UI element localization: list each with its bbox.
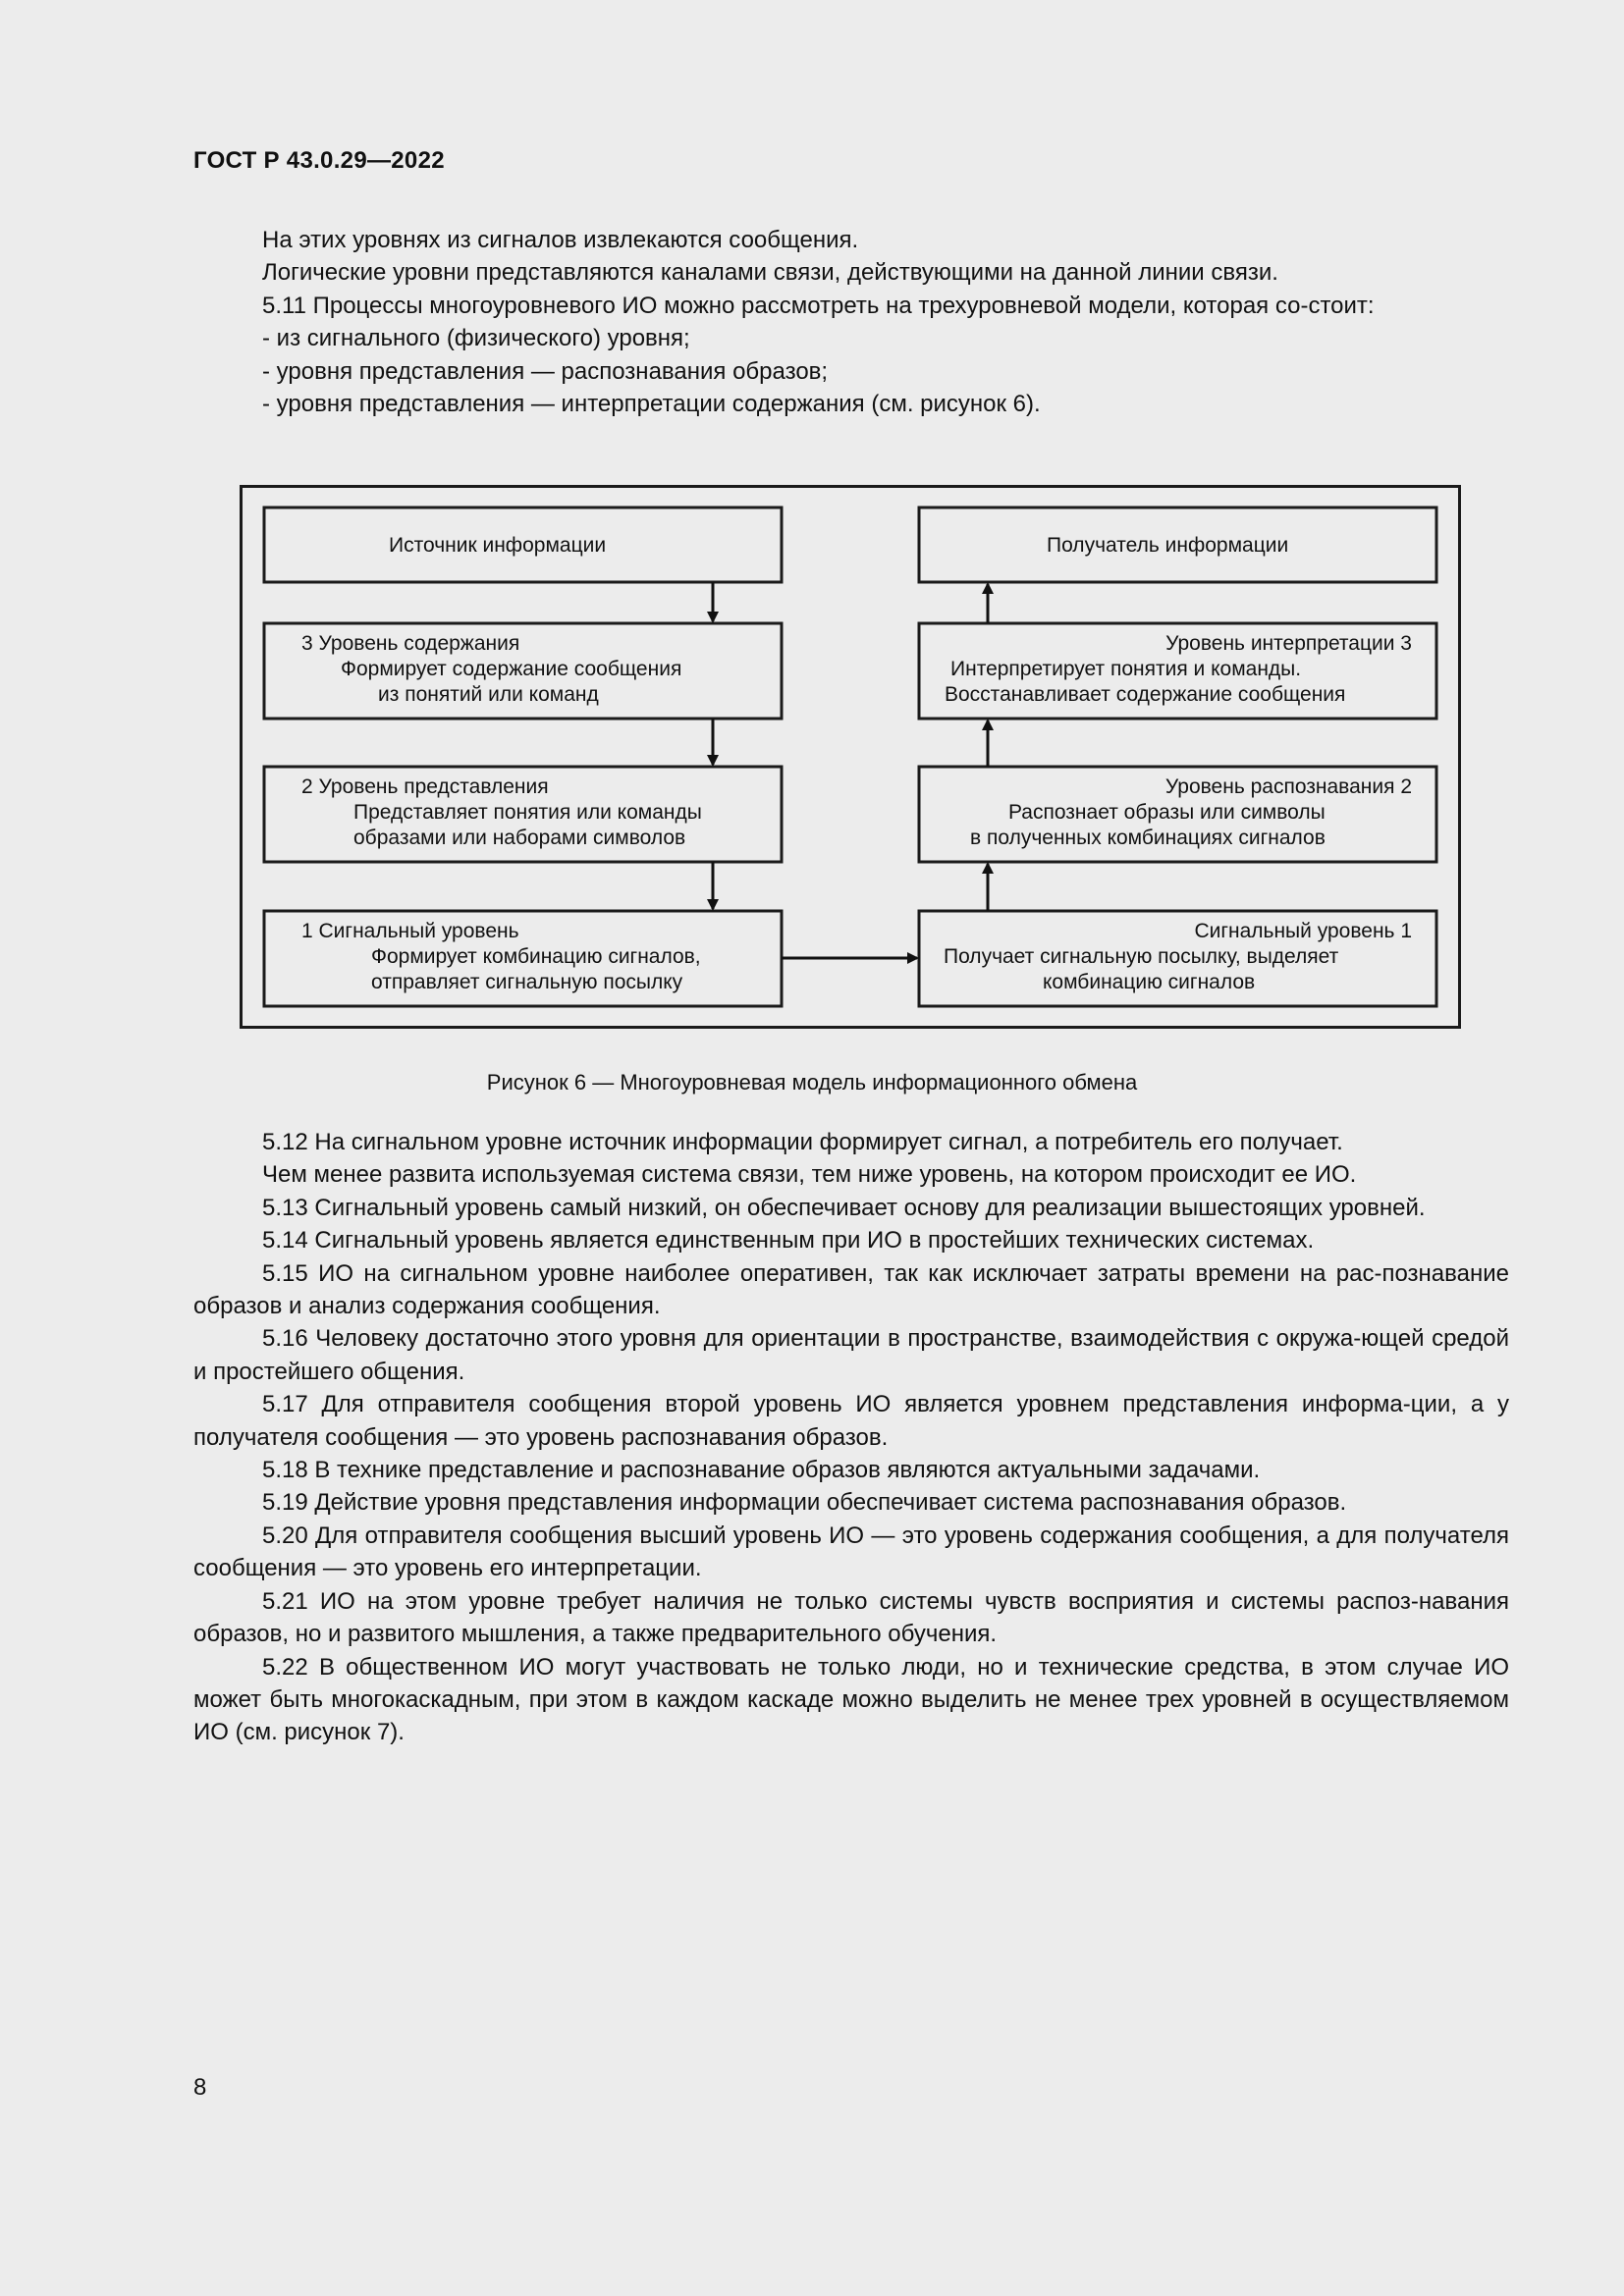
representation-level-line: Представляет понятия или команды [353,801,702,824]
document-header: ГОСТ Р 43.0.29—2022 [193,147,445,174]
recognition-level-title: Уровень распознавания 2 [1164,775,1412,798]
figure-caption: Рисунок 6 — Многоуровневая модель информационного обмена [486,1070,1138,1095]
paragraph: 5.18 В технике представление и распознавание образов являются актуальными задачами. [262,1457,1261,1484]
receiver-label: Получатель информации [1047,534,1289,557]
paragraph: Логические уровни представляются каналами связи, действующими на данной линии связи. [262,259,1278,287]
paragraph: 5.15 ИО на сигнальном уровне наиболее оперативен, так как исключает затраты времени на рас-познавание образов и анализ содержания сообщения. [193,1259,1509,1320]
paragraph: 5.13 Сигнальный уровень самый низкий, он обеспечивает основу для реализации вышестоящих уровней. [262,1194,1426,1221]
paragraph: На этих уровнях из сигналов извлекаются сообщения. [262,227,859,253]
paragraph: 5.11 Процессы многоуровневого ИО можно рассмотреть на трехуровневой модели, которая со-стоит: [262,292,1375,319]
signal-level-left-line: Формирует комбинацию сигналов, [371,945,701,968]
paragraph: 5.19 Действие уровня представления информации обеспечивает система распознавания образов. [262,1489,1347,1517]
list-item: - уровня представления — распознавания образов; [262,357,829,385]
source-label: Источник информации [389,534,607,557]
signal-level-right-line: Получает сигнальную посылку, выделяет [944,945,1339,968]
intro-text [193,224,1509,420]
signal-level-right-title: Сигнальный уровень 1 [1194,920,1412,942]
content-level-line: Формирует содержание сообщения [341,658,682,680]
recognition-level-line: в полученных комбинациях сигналов [970,827,1326,849]
paragraph: 5.12 На сигнальном уровне источник информации формирует сигнал, а потребитель его получает. [262,1129,1343,1155]
content-level-line: из понятий или команд [378,683,599,706]
paragraph: 5.22 В общественном ИО могут участвовать не только люди, но и технические средства, в этом случае ИО может быть многокаскадным, при этом в каждом каскаде можно выделить не менее трех уровней в осуществляемом ИО (см. рисунок 7). [193,1653,1509,1746]
signal-level-left-title: 1 Сигнальный уровень [301,920,519,942]
paragraph: Чем менее развита используемая система связи, тем ниже уровень, на котором происходит ее ИО. [262,1161,1357,1189]
interpretation-level-line: Интерпретирует понятия и команды. [950,658,1302,680]
paragraph: 5.14 Сигнальный уровень является единственным при ИО в простейших технических системах. [262,1227,1315,1255]
diagram-svg [240,485,1461,1029]
interpretation-level-line: Восстанавливает содержание сообщения [945,683,1346,706]
body-text [193,1126,1509,1749]
signal-level-right-line: комбинацию сигналов [1043,971,1256,993]
paragraph: 5.20 Для отправителя сообщения высший уровень ИО — это уровень содержания сообщения, а для получателя сообщения — это уровень его интерпретации. [193,1522,1509,1582]
list-item: - из сигнального (физического) уровня; [262,325,690,352]
page-number: 8 [193,2074,207,2101]
interpretation-level-title: Уровень интерпретации 3 [1165,632,1412,655]
paragraph: 5.16 Человеку достаточно этого уровня для ориентации в пространстве, взаимодействия с окружа-ющей средой и простейшего общения. [193,1325,1509,1385]
recognition-level-line: Распознает образы или символы [1008,801,1326,824]
figure-6-diagram [240,485,1461,1029]
content-level-title: 3 Уровень содержания [301,632,520,655]
representation-level-title: 2 Уровень представления [301,775,549,798]
signal-level-left-line: отправляет сигнальную посылку [371,971,683,993]
representation-level-line: образами или наборами символов [353,827,686,849]
paragraph: 5.21 ИО на этом уровне требует наличия не только системы чувств восприятия и системы распоз-навания образов, но и развитого мышления, а также предварительного обучения. [193,1587,1509,1648]
list-item: - уровня представления — интерпретации содержания (см. рисунок 6). [262,391,1041,418]
paragraph: 5.17 Для отправителя сообщения второй уровень ИО является уровнем представления информа-ции, а у получателя сообщения — это уровень распознавания образов. [193,1391,1509,1451]
